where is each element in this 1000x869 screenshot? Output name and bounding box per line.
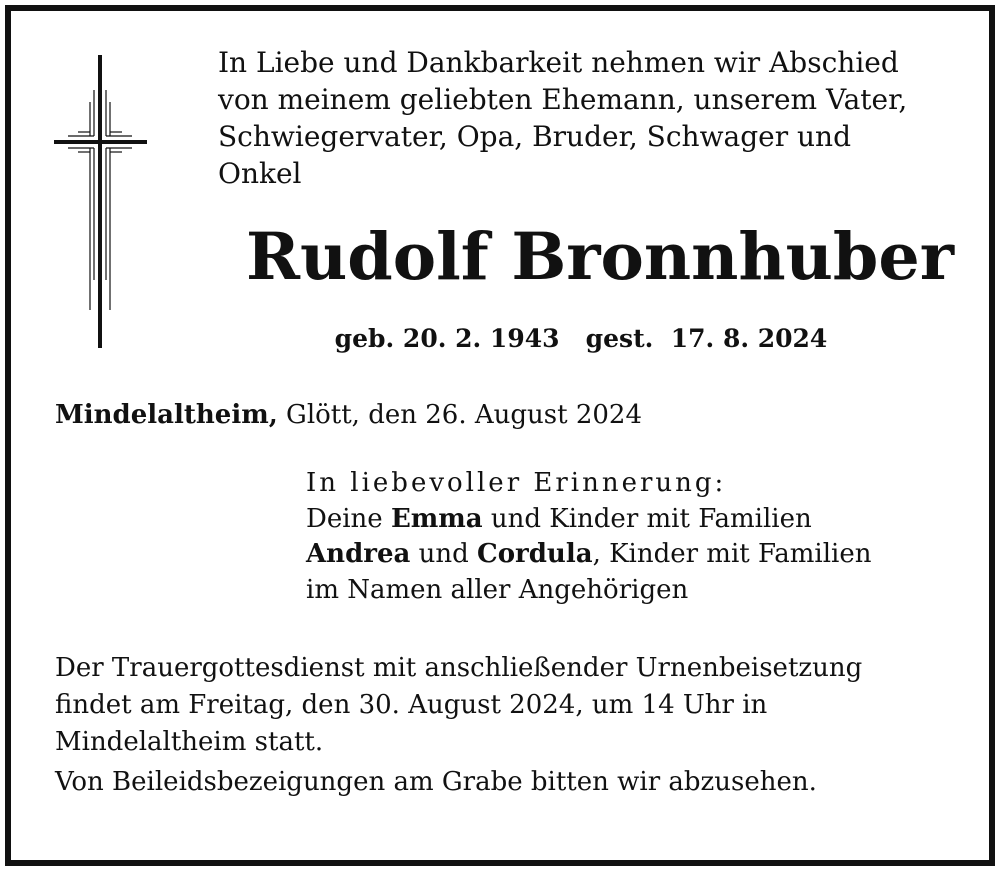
place-date-line bbox=[55, 394, 642, 436]
service-line: findet am Freitag, den 30. August 2024, um 14 Uhr in bbox=[55, 690, 768, 720]
mourners-line bbox=[306, 502, 986, 538]
mourners-text: , Kinder mit Familien bbox=[592, 539, 872, 569]
deceased-name: Rudolf Bronnhuber bbox=[246, 219, 954, 295]
mourner-name: Andrea bbox=[306, 539, 411, 569]
mourners-text: und bbox=[410, 539, 478, 569]
intro-line: In Liebe und Dankbarkeit nehmen wir Abschied bbox=[218, 46, 899, 79]
mourners-block bbox=[306, 466, 986, 608]
intro-line: Onkel bbox=[218, 157, 302, 190]
condolence-note: Von Beileidsbezeigungen am Grabe bitten wir abzusehen. bbox=[55, 767, 817, 797]
place-town: Mindelaltheim, bbox=[55, 400, 278, 430]
service-line: Mindelaltheim statt. bbox=[55, 727, 324, 757]
mourner-name: Cordula bbox=[477, 539, 593, 569]
service-line: Der Trauergottesdienst mit anschließender Urnenbeisetzung bbox=[55, 653, 863, 683]
mourner-name: Emma bbox=[390, 503, 483, 534]
intro-line: Schwiegervater, Opa, Bruder, Schwager und bbox=[218, 120, 852, 153]
mourners-line: im Namen aller Angehörigen bbox=[306, 574, 689, 605]
service-info bbox=[55, 650, 955, 761]
cross-icon bbox=[50, 50, 150, 350]
mourners-text: und Kinder mit Familien bbox=[482, 503, 812, 534]
intro-text bbox=[218, 44, 978, 192]
intro-line: von meinem geliebten Ehemann, unserem Vater, bbox=[218, 83, 908, 116]
life-dates: geb. 20. 2. 1943 gest. 17. 8. 2024 bbox=[334, 324, 828, 353]
memory-heading: In liebevoller Erinnerung: bbox=[306, 468, 727, 498]
mourners-line bbox=[306, 537, 986, 573]
mourners-text: Deine bbox=[306, 503, 391, 534]
place-rest: Glött, den 26. August 2024 bbox=[277, 400, 642, 430]
